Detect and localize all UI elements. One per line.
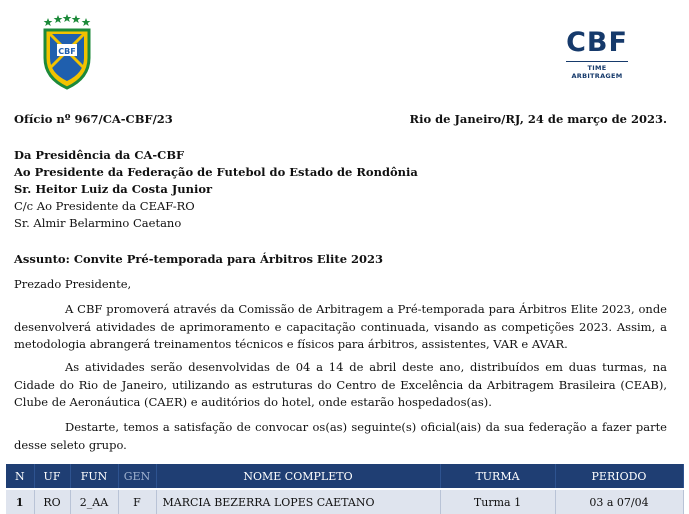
col-header-n: N <box>6 464 34 489</box>
greeting: Prezado Presidente, <box>14 277 132 291</box>
col-header-turma: TURMA <box>440 464 555 489</box>
col-header-uf: UF <box>34 464 70 489</box>
cc-name: Sr. Almir Belarmino Caetano <box>14 216 182 230</box>
cbf-crest-icon <box>40 14 94 90</box>
subject-line: Assunto: Convite Pré-temporada para Árbitros Elite 2023 <box>14 252 384 266</box>
cell-uf: RO <box>34 489 70 514</box>
col-header-nome: NOME COMPLETO <box>156 464 440 489</box>
body-paragraph-3: Destarte, temos a satisfação de convocar os(as) seguinte(s) oficial(ais) da sua federação a fazer parte desse seleto grupo. <box>14 420 667 452</box>
table-row <box>6 489 683 514</box>
body-paragraph-1: A CBF promoverá através da Comissão de Arbitragem a Pré-temporada para Árbitros Elite 2023, onde desenvolverá atividades de aprimoramento e capacitação continuada, visando as competições 2023. Assim, a metodologia abrangerá treinamentos técnicos e físicos para árbitros, assistentes, VAR e AVAR. <box>14 302 667 351</box>
logo-wordmark: CBF <box>566 27 628 58</box>
cell-turma: Turma 1 <box>440 489 555 514</box>
col-header-gen: GEN <box>118 464 156 489</box>
cell-nome: MARCIA BEZERRA LOPES CAETANO <box>156 489 440 514</box>
office-reference: Ofício nº 967/CA-CBF/23 <box>14 112 173 126</box>
body-paragraph-2: As atividades serão desenvolvidas de 04 a 14 de abril deste ano, distribuídos em duas turmas, na Cidade do Rio de Janeiro, utilizando as estruturas do Centro de Excelência da Arbitragem Brasileira (CEAB), Clube de Aeronáutica (CAER) e auditórios do hotel, onde estarão hospedados(as). <box>14 360 667 409</box>
col-header-periodo: PERIODO <box>555 464 683 489</box>
cc-line: C/c Ao Presidente da CEAF-RO <box>14 199 195 213</box>
logo-subtitle: TIME ARBITRAGEM <box>566 61 628 80</box>
place-date: Rio de Janeiro/RJ, 24 de março de 2023. <box>409 112 667 126</box>
cell-gen: F <box>118 489 156 514</box>
col-header-fun: FUN <box>70 464 118 489</box>
cell-periodo: 03 a 07/04 <box>555 489 683 514</box>
from-line: Da Presidência da CA-CBF <box>14 148 185 162</box>
cell-fun: 2_AA <box>70 489 118 514</box>
cell-n: 1 <box>6 489 34 514</box>
table-header-row <box>6 464 683 489</box>
cbf-crest-logo <box>40 14 94 90</box>
to-line: Ao Presidente da Federação de Futebol do Estado de Rondônia <box>14 165 418 179</box>
to-name: Sr. Heitor Luiz da Costa Junior <box>14 182 213 196</box>
officials-table <box>6 464 684 514</box>
svg-text:CBF: CBF <box>58 47 76 56</box>
cbf-time-arbitragem-logo <box>562 27 632 80</box>
